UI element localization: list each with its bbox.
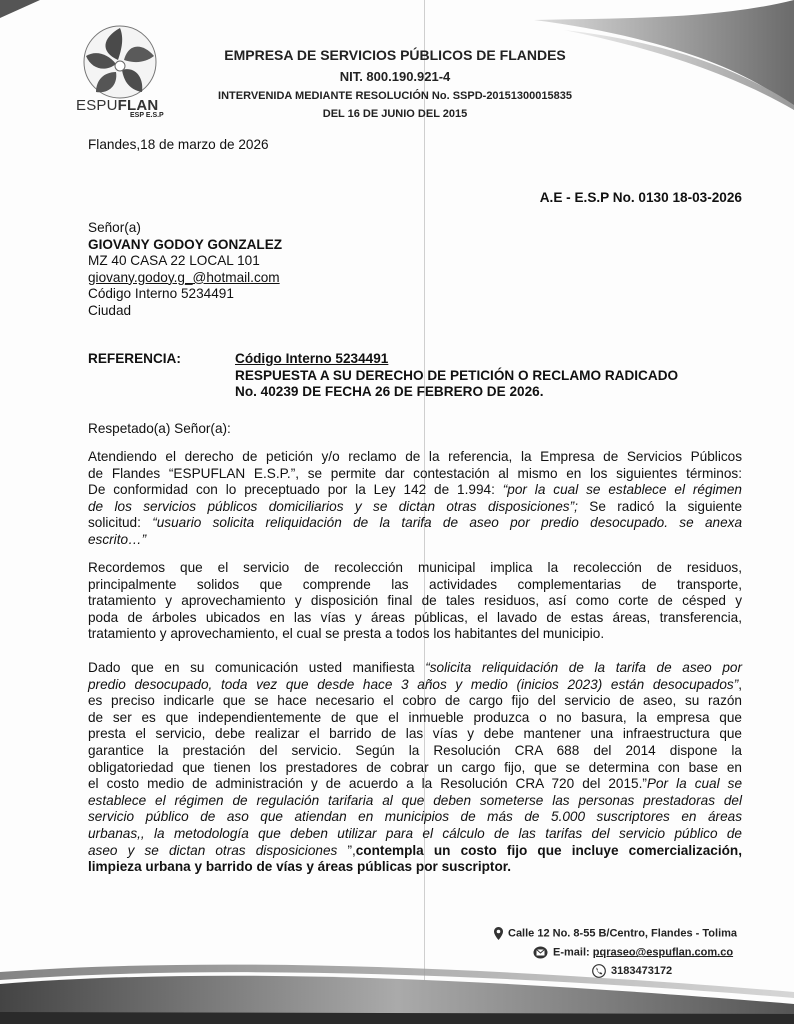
p1-line-5: [88, 515, 742, 532]
p2-line-4: poda de árboles ubicados en las vías y áreas públicas, el lavado de estas áreas, transferencia,: [88, 609, 742, 625]
company-nit: NIT. 800.190.921-4: [339, 69, 451, 84]
footer-phone-row: [592, 964, 672, 978]
p3-line-12-a: aseo y se dictan otras disposiciones: [88, 842, 338, 858]
p1-line-4: [88, 499, 742, 516]
email-icon: [533, 946, 548, 959]
p3-line-6: garantice la prestación del servicio. Según la Resolución CRA 688 del 2014 dispone la: [88, 742, 742, 758]
recipient-address: MZ 40 CASA 22 LOCAL 101: [88, 253, 260, 269]
p2-line-1: Recordemos que el servicio de recolección municipal implica la recolección de residuos,: [88, 560, 742, 575]
reference-code: Código Interno 5234491: [235, 351, 389, 366]
p3-line-10: [88, 809, 742, 826]
recipient-block: [88, 220, 388, 320]
p3-line-9: [88, 793, 742, 810]
reference-subject-line-1: RESPUESTA A SU DERECHO DE PETICIÓN O RECLAMO RADICADO: [235, 367, 679, 383]
logo-wordmark-b: FLAN: [117, 97, 159, 114]
reference-label: REFERENCIA:: [88, 351, 181, 366]
p1-line-6-a: escrito…”: [88, 531, 147, 547]
p1-line-3: [88, 482, 742, 499]
p3-line-13: limpieza urbana y barrido de vías y áreas públicas por suscriptor.: [88, 859, 512, 875]
footer-email-row: [533, 946, 733, 959]
footer-email: pqraseo@espuflan.com.co: [592, 946, 734, 959]
recipient-code: Código Interno 5234491: [88, 286, 234, 302]
logo-subtitle: ESP E.S.P: [130, 112, 164, 119]
footer-address: Calle 12 No. 8-55 B/Centro, Flandes - Tolima: [508, 927, 738, 940]
p3-line-1-a: Dado que en su comunicación usted manifiesta: [88, 660, 415, 675]
reference-subject-line-2: No. 40239 DE FECHA 26 DE FEBRERO DE 2026.: [235, 384, 544, 400]
reference-block: [235, 351, 745, 401]
recipient-name: GIOVANY GODOY GONZALEZ: [88, 236, 283, 252]
p1-line-3-b: “por la cual se establece el régimen: [502, 482, 742, 498]
p1-line-2: de Flandes “ESPUFLAN E.S.P.”, se permite dar contestación al mismo en los siguientes términos:: [88, 465, 742, 481]
paragraph-2: [88, 560, 742, 643]
p3-line-8-b: Por la cual se: [646, 776, 743, 792]
p3-line-1: [88, 660, 742, 677]
p3-line-1-b: “solicita reliquidación de la tarifa de aseo por: [425, 660, 742, 675]
p1-line-4-a: de los servicios públicos domiciliarios y se dictan otras disposiciones”;: [88, 498, 578, 514]
place-date: Flandes,18 de marzo de 2026: [88, 137, 269, 152]
location-pin-icon: [494, 927, 503, 940]
p3-line-5: presta el servicio, debe realizar el barrido de las vías y debe mantener una infraestructura que: [88, 726, 742, 742]
p3-line-7: obligatoriedad que tienen los prestadores de cobrar un cargo fijo, que se determina con base en: [88, 759, 742, 775]
p3-line-8: [88, 776, 742, 793]
scan-corner-mark: [0, 0, 40, 18]
p3-line-10-a: servicio público de aso que atiendan en municipios de más de 5.000 suscriptores en áreas: [88, 809, 742, 825]
p3-line-11: [88, 826, 742, 843]
p3-line-8-a: el costo medio de administración y de acuerdo a la Resolución CRA 720 del 2015.”: [88, 776, 647, 792]
greeting: Respetado(a) Señor(a):: [88, 421, 231, 436]
p3-line-4: de ser es que independientemente de que el inmueble produzca o no basura, la empresa que: [88, 709, 742, 725]
p3-line-12: [88, 843, 742, 860]
p1-line-6: [88, 532, 742, 549]
p3-line-2-a: predio desocupado, toda vez que desde hace 3 años y medio (inicios 2023) están desocupados”: [88, 676, 739, 692]
p3-line-2-b: ,: [738, 676, 742, 692]
p2-line-2: principalmente solidos que comprende las actividades complementarias de transporte,: [88, 576, 742, 592]
footer-email-label: E-mail:: [553, 946, 590, 959]
p3-line-3: es preciso indicarle que se hace necesario el cobro de cargo fijo del servicio de aseo, su razón: [88, 693, 742, 709]
logo-wordmark-a: ESPU: [76, 97, 118, 114]
p1-line-5-b: “usuario solicita reliquidación de la tarifa de aseo por predio desocupado. se anexa: [152, 515, 743, 531]
recipient-email: giovany.godoy.g_@hotmail.com: [88, 269, 280, 285]
p3-line-9-a: establece el régimen de regulación tarifaria al que deben someterse las personas prestadoras del: [88, 792, 742, 808]
p3-line-11-a: urbanas,, la metodología que deben utilizar para el cálculo de las tarifas del servicio público de: [88, 825, 742, 841]
p3-line-12-b: ”,: [347, 842, 356, 858]
reference-number: A.E - E.S.P No. 0130 18-03-2026: [539, 190, 742, 205]
p3-line-2: [88, 677, 742, 694]
recipient-city: Ciudad: [88, 302, 132, 318]
intervention-resolution: INTERVENIDA MEDIANTE RESOLUCIÓN No. SSPD-20151300015835: [218, 90, 572, 102]
intervention-date: DEL 16 DE JUNIO DEL 2015: [322, 108, 468, 120]
p2-line-5: tratamiento y aprovechamiento, el cual se presta a todos los habitantes del municipio.: [88, 626, 605, 642]
phone-icon: [592, 964, 606, 978]
p2-line-3: tratamiento y aprovechamiento y disposición final de tales residuos, así como corte de césped y: [88, 593, 742, 609]
p3-line-12-c: contempla un costo fijo que incluye comercialización,: [355, 842, 743, 858]
p1-line-3-a: De conformidad con lo preceptuado por la Ley 142 de 1.994:: [88, 482, 495, 498]
paragraph-1: [88, 449, 742, 549]
company-name: EMPRESA DE SERVICIOS PÚBLICOS DE FLANDES: [224, 47, 566, 63]
paragraph-3: [88, 660, 742, 876]
p1-line-1: Atendiendo el derecho de petición y/o reclamo de la referencia, la Empresa de Servicios Públicos: [88, 449, 742, 464]
footer-phone: 3183473172: [611, 964, 673, 977]
footer-address-row: [494, 927, 737, 940]
recipient-salutation: Señor(a): [88, 220, 141, 235]
p1-line-4-b: Se radicó la siguiente: [589, 498, 743, 514]
p1-line-5-a: solicitud:: [88, 515, 141, 531]
